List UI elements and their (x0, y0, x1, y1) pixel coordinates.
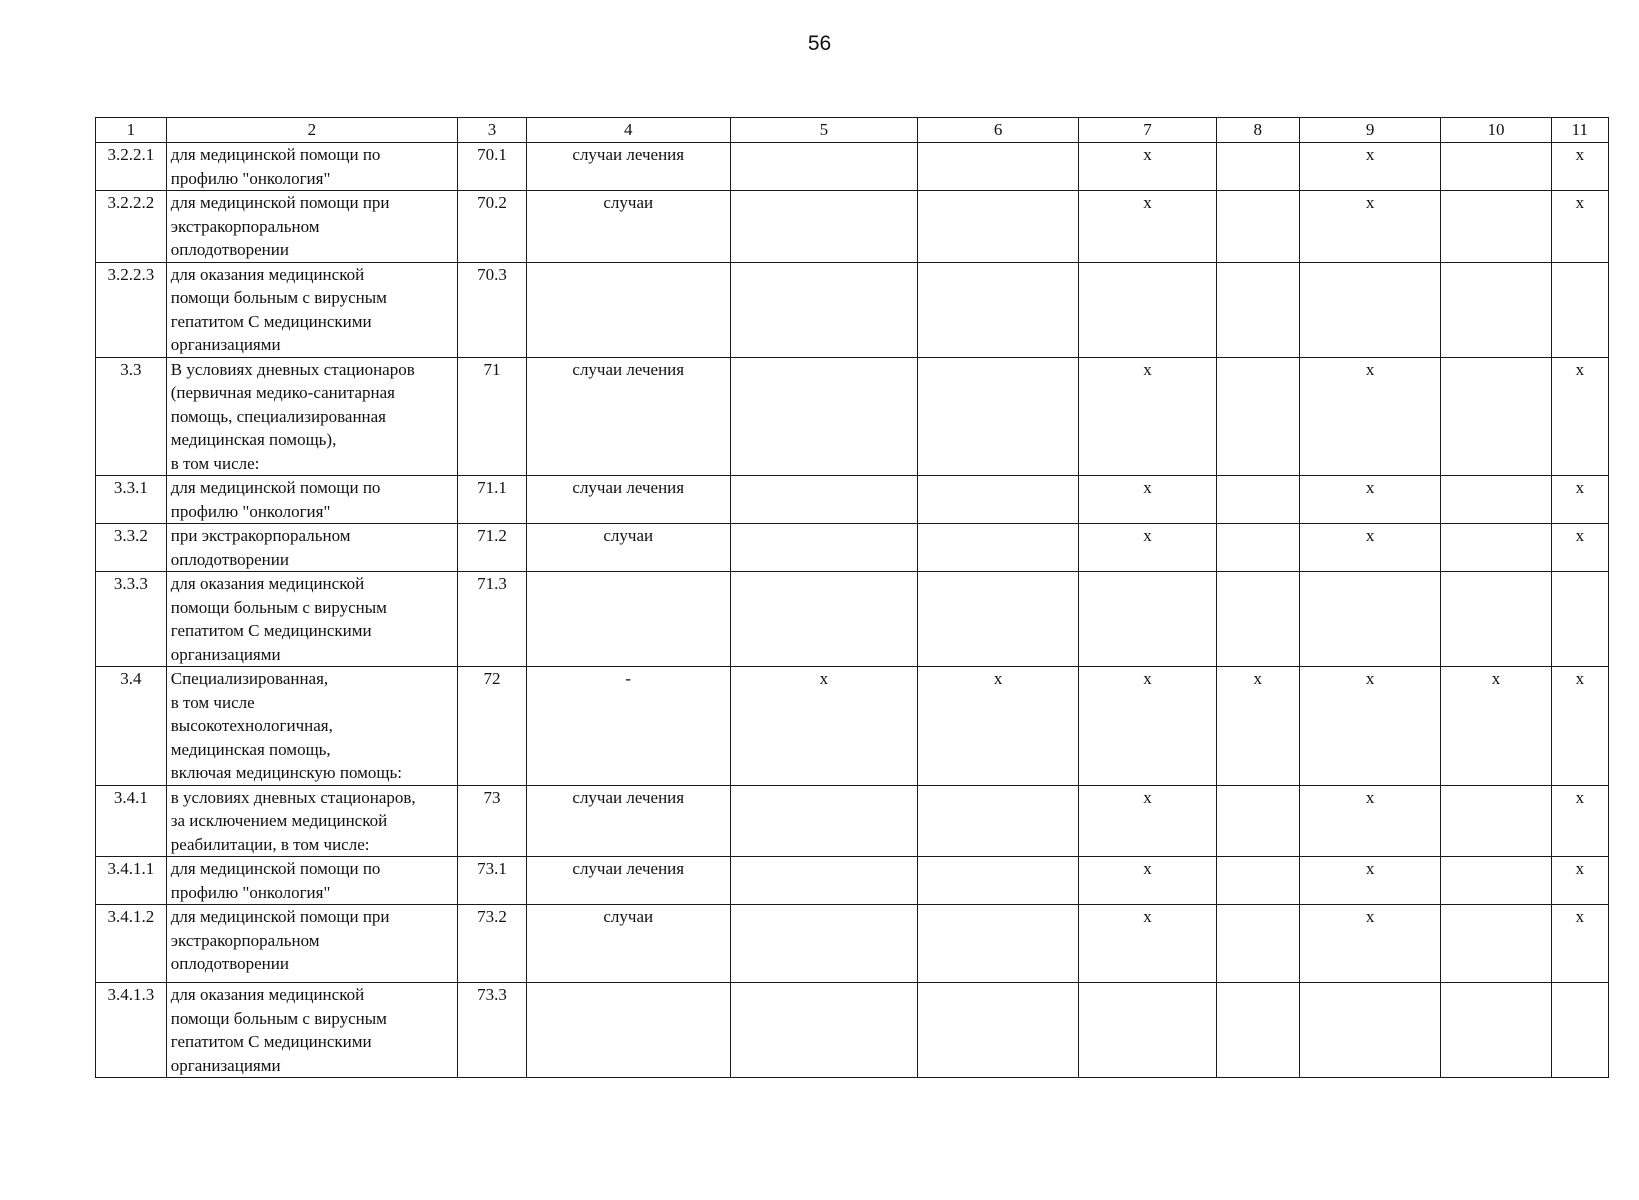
row-cell-8 (1216, 572, 1299, 667)
row-cell-7: х (1079, 191, 1216, 263)
row-name-line: высокотехнологичная, (170, 716, 333, 735)
row-cell-11: х (1551, 785, 1608, 857)
row-name-line: профилю "онкология" (170, 168, 331, 188)
row-cell-9: х (1299, 476, 1441, 524)
table-row (96, 262, 1609, 357)
row-name-line: профилю "онкология" (170, 882, 331, 902)
row-number-cell: 3.3 (96, 357, 167, 476)
row-name-line: для медицинской помощи по (170, 859, 381, 878)
row-name-line: помощи больным с вирусным (170, 597, 387, 617)
row-name-line: для оказания медицинской (170, 574, 365, 593)
row-name-cell (166, 143, 457, 191)
table-row (96, 905, 1609, 983)
row-cell-5 (730, 785, 917, 857)
header-cell-9: 9 (1299, 118, 1441, 143)
row-code-cell: 73.3 (458, 983, 527, 1078)
table-row (96, 857, 1609, 905)
row-cell-8 (1216, 357, 1299, 476)
row-number-cell: 3.4 (96, 667, 167, 786)
row-cell-8 (1216, 905, 1299, 983)
row-cell-10: х (1441, 667, 1551, 786)
row-cell-9: х (1299, 143, 1441, 191)
row-name-line: для оказания медицинской (170, 985, 365, 1004)
row-cell-8 (1216, 857, 1299, 905)
row-cell-5 (730, 524, 917, 572)
row-unit-cell: - (526, 667, 730, 786)
row-cell-5 (730, 572, 917, 667)
row-name-line: Специализированная, (170, 669, 329, 688)
row-cell-10 (1441, 905, 1551, 983)
header-cell-7: 7 (1079, 118, 1216, 143)
row-name-line: реабилитации, в том числе: (170, 834, 370, 854)
row-name-cell (166, 905, 457, 983)
row-cell-7: х (1079, 667, 1216, 786)
row-name-line: экстракорпоральном (170, 930, 320, 950)
row-unit-cell (526, 983, 730, 1078)
row-code-cell: 71.2 (458, 524, 527, 572)
row-cell-6 (918, 262, 1079, 357)
row-cell-9 (1299, 262, 1441, 357)
row-cell-7: х (1079, 785, 1216, 857)
table-row (96, 983, 1609, 1078)
row-cell-9 (1299, 572, 1441, 667)
row-name-line: для оказания медицинской (170, 264, 365, 284)
row-code-cell: 70.2 (458, 191, 527, 263)
row-cell-10 (1441, 983, 1551, 1078)
row-cell-11: х (1551, 667, 1608, 786)
row-cell-8 (1216, 476, 1299, 524)
row-cell-8 (1216, 262, 1299, 357)
row-name-cell (166, 785, 457, 857)
row-name-line: за исключением медицинской (170, 811, 388, 830)
row-name-line: помощи больным с вирусным (170, 1008, 387, 1028)
row-name-line: оплодотворении (170, 954, 289, 973)
table-row (96, 667, 1609, 786)
row-cell-7: х (1079, 476, 1216, 524)
header-row (96, 118, 1609, 143)
row-cell-8 (1216, 191, 1299, 263)
row-cell-11: х (1551, 857, 1608, 905)
row-name-line: для медицинской помощи при (170, 193, 390, 212)
row-name-line: профилю "онкология" (170, 501, 331, 521)
row-cell-11 (1551, 572, 1608, 667)
header-cell-2: 2 (166, 118, 457, 143)
row-name-line: помощи больным с вирусным (170, 288, 387, 307)
row-cell-9: х (1299, 905, 1441, 983)
row-cell-7 (1079, 572, 1216, 667)
row-name-line: организациями (170, 1055, 281, 1075)
header-cell-5: 5 (730, 118, 917, 143)
row-number-cell: 3.3.3 (96, 572, 167, 667)
row-name-line: для медицинской помощи по (170, 478, 381, 497)
row-name-line: экстракорпоральном (170, 216, 320, 236)
row-number-cell: 3.4.1.1 (96, 857, 167, 905)
row-cell-8 (1216, 143, 1299, 191)
header-cell-8: 8 (1216, 118, 1299, 143)
row-number-cell: 3.2.2.1 (96, 143, 167, 191)
row-cell-10 (1441, 572, 1551, 667)
header-cell-3: 3 (458, 118, 527, 143)
row-cell-7: х (1079, 905, 1216, 983)
row-name-line: помощь, специализированная (170, 406, 387, 426)
row-cell-10 (1441, 857, 1551, 905)
row-cell-8 (1216, 524, 1299, 572)
row-cell-8 (1216, 785, 1299, 857)
row-cell-10 (1441, 143, 1551, 191)
row-cell-11: х (1551, 476, 1608, 524)
row-cell-5 (730, 262, 917, 357)
row-code-cell: 71 (458, 357, 527, 476)
header-cell-10: 10 (1441, 118, 1551, 143)
table-row (96, 357, 1609, 476)
row-name-line: гепатитом С медицинскими (170, 1032, 372, 1051)
row-name-line: медицинская помощь), (170, 430, 337, 449)
row-cell-9: х (1299, 357, 1441, 476)
row-cell-6 (918, 357, 1079, 476)
row-name-line: (первичная медико-санитарная (170, 383, 395, 402)
header-cell-1: 1 (96, 118, 167, 143)
row-cell-9: х (1299, 191, 1441, 263)
row-name-line: организациями (170, 335, 281, 354)
row-cell-5: х (730, 667, 917, 786)
row-cell-7: х (1079, 857, 1216, 905)
row-code-cell: 72 (458, 667, 527, 786)
header-cell-4: 4 (526, 118, 730, 143)
row-cell-5 (730, 143, 917, 191)
row-cell-9 (1299, 983, 1441, 1078)
row-cell-9: х (1299, 524, 1441, 572)
row-name-line: организациями (170, 644, 281, 664)
row-name-cell (166, 476, 457, 524)
row-cell-5 (730, 191, 917, 263)
row-cell-5 (730, 983, 917, 1078)
row-cell-8: х (1216, 667, 1299, 786)
row-unit-cell: случаи лечения (526, 857, 730, 905)
row-unit-cell (526, 262, 730, 357)
row-code-cell: 70.1 (458, 143, 527, 191)
row-cell-11: х (1551, 905, 1608, 983)
row-cell-11 (1551, 983, 1608, 1078)
row-number-cell: 3.3.2 (96, 524, 167, 572)
row-name-cell (166, 357, 457, 476)
row-cell-7 (1079, 262, 1216, 357)
row-name-line: оплодотворении (170, 549, 289, 569)
row-cell-11: х (1551, 524, 1608, 572)
row-unit-cell (526, 572, 730, 667)
row-cell-6 (918, 143, 1079, 191)
row-cell-6 (918, 572, 1079, 667)
row-cell-7: х (1079, 143, 1216, 191)
row-cell-11: х (1551, 191, 1608, 263)
row-cell-7: х (1079, 524, 1216, 572)
row-code-cell: 71.3 (458, 572, 527, 667)
row-cell-6 (918, 785, 1079, 857)
row-cell-10 (1441, 476, 1551, 524)
row-name-line: для медицинской помощи по (170, 145, 381, 164)
row-cell-10 (1441, 191, 1551, 263)
row-cell-10 (1441, 785, 1551, 857)
row-cell-10 (1441, 357, 1551, 476)
row-cell-11 (1551, 262, 1608, 357)
row-name-line: для медицинской помощи при (170, 907, 390, 926)
row-cell-6: х (918, 667, 1079, 786)
table-body (96, 118, 1609, 1078)
row-unit-cell: случаи лечения (526, 357, 730, 476)
row-cell-6 (918, 857, 1079, 905)
row-cell-7: х (1079, 357, 1216, 476)
row-cell-10 (1441, 262, 1551, 357)
row-cell-6 (918, 191, 1079, 263)
row-name-line: при экстракорпоральном (170, 526, 351, 545)
table-row (96, 572, 1609, 667)
row-cell-6 (918, 476, 1079, 524)
page-number: 56 (807, 32, 832, 55)
row-cell-11: х (1551, 143, 1608, 191)
row-code-cell: 73 (458, 785, 527, 857)
row-code-cell: 70.3 (458, 262, 527, 357)
row-number-cell: 3.4.1.2 (96, 905, 167, 983)
row-unit-cell: случаи (526, 191, 730, 263)
table-row (96, 476, 1609, 524)
row-unit-cell: случаи лечения (526, 476, 730, 524)
row-name-line: В условиях дневных стационаров (170, 359, 415, 379)
table-row (96, 785, 1609, 857)
row-cell-6 (918, 524, 1079, 572)
row-name-line: оплодотворении (170, 240, 289, 259)
row-cell-11: х (1551, 357, 1608, 476)
row-unit-cell: случаи лечения (526, 785, 730, 857)
header-cell-11: 11 (1551, 118, 1608, 143)
table-row (96, 191, 1609, 263)
row-cell-5 (730, 357, 917, 476)
row-number-cell: 3.3.1 (96, 476, 167, 524)
row-cell-6 (918, 905, 1079, 983)
row-number-cell: 3.4.1 (96, 785, 167, 857)
row-name-line: гепатитом С медицинскими (170, 621, 372, 640)
header-cell-6: 6 (918, 118, 1079, 143)
row-unit-cell: случаи (526, 524, 730, 572)
row-number-cell: 3.2.2.3 (96, 262, 167, 357)
row-number-cell: 3.4.1.3 (96, 983, 167, 1078)
row-cell-5 (730, 857, 917, 905)
data-table (95, 117, 1609, 1078)
table-row (96, 143, 1609, 191)
row-name-cell (166, 524, 457, 572)
row-cell-5 (730, 476, 917, 524)
row-name-cell (166, 262, 457, 357)
row-cell-10 (1441, 524, 1551, 572)
row-name-line: медицинская помощь, (170, 739, 331, 759)
row-name-line: в том числе (170, 692, 255, 712)
table-row (96, 524, 1609, 572)
row-name-line: в том числе: (170, 453, 260, 473)
row-name-line: в условиях дневных стационаров, (170, 787, 416, 807)
row-unit-cell: случаи (526, 905, 730, 983)
row-unit-cell: случаи лечения (526, 143, 730, 191)
row-code-cell: 71.1 (458, 476, 527, 524)
row-cell-9: х (1299, 785, 1441, 857)
row-cell-9: х (1299, 667, 1441, 786)
row-cell-7 (1079, 983, 1216, 1078)
row-code-cell: 73.2 (458, 905, 527, 983)
row-cell-9: х (1299, 857, 1441, 905)
row-name-cell (166, 667, 457, 786)
row-name-cell (166, 983, 457, 1078)
row-code-cell: 73.1 (458, 857, 527, 905)
row-cell-6 (918, 983, 1079, 1078)
row-name-line: гепатитом С медицинскими (170, 311, 372, 331)
row-cell-8 (1216, 983, 1299, 1078)
row-number-cell: 3.2.2.2 (96, 191, 167, 263)
row-name-cell (166, 191, 457, 263)
row-name-cell (166, 572, 457, 667)
row-cell-5 (730, 905, 917, 983)
row-name-line: включая медицинскую помощь: (170, 763, 402, 782)
row-name-cell (166, 857, 457, 905)
